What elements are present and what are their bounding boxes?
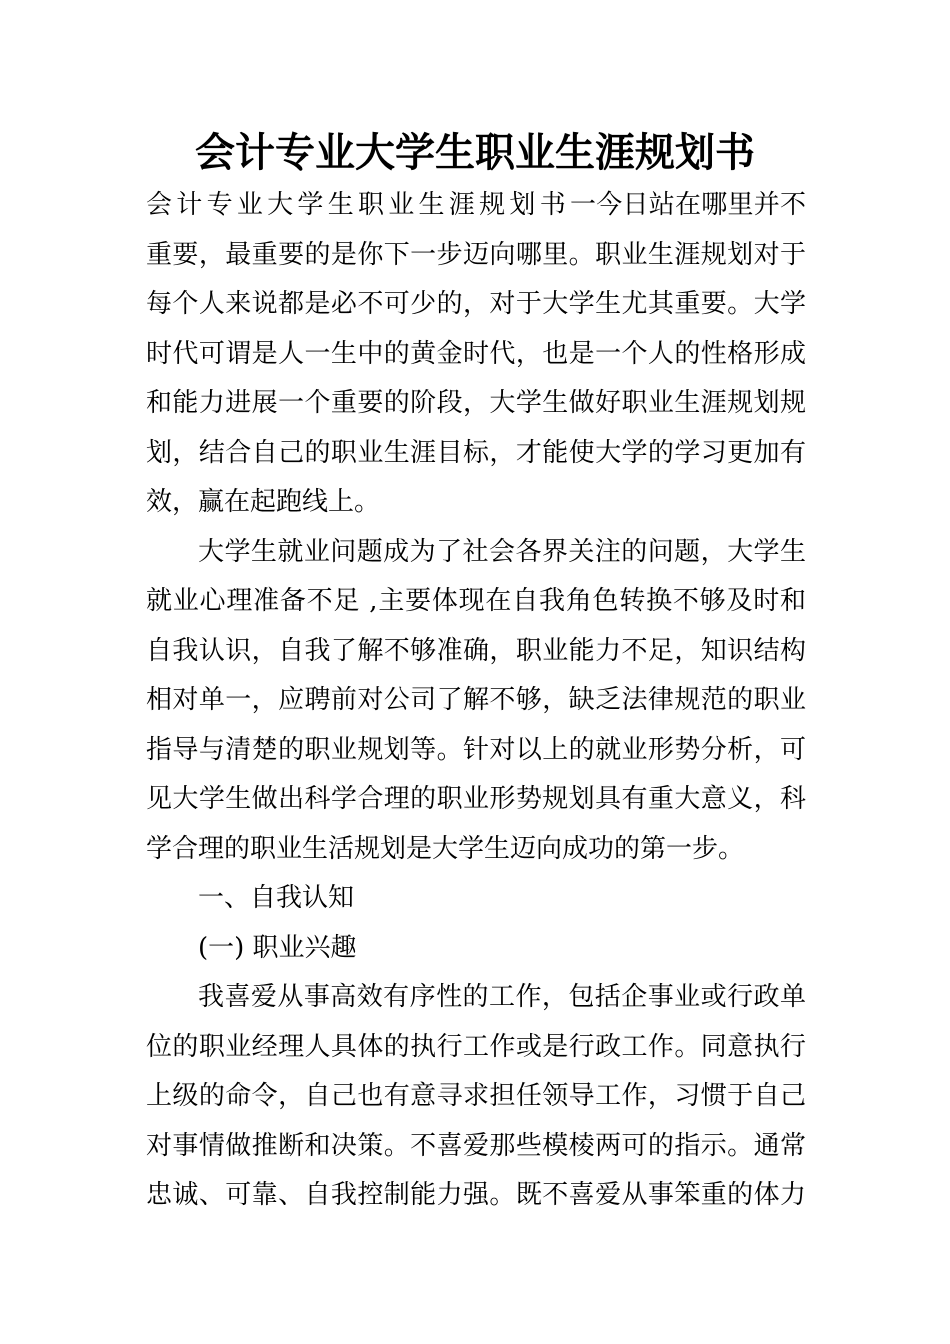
section-heading: 一、自我认知 <box>198 883 355 913</box>
text-line: 见大学生做出科学合理的职业形势规划具有重大意义，科 <box>146 784 806 814</box>
text-line: 上级的命令，自己也有意寻求担任领导工作，习惯于自己 <box>146 1081 806 1111</box>
text-line: 每个人来说都是必不可少的，对于大学生尤其重要。大学 <box>146 289 806 319</box>
text-line: 时代可谓是人一生中的黄金时代，也是一个人的性格形成 <box>146 338 806 369</box>
document-body <box>146 181 806 1221</box>
text-line: 划，结合自己的职业生涯目标，才能使大学的学习更加有 <box>146 437 806 468</box>
text-line-content: 今日站在哪里并不 <box>596 190 806 220</box>
text-line: 效，赢在起跑线上。 <box>146 487 381 517</box>
text-line: 和能力进展一个重要的阶段，大学生做好职业生涯规划规 <box>146 388 806 418</box>
subsection-heading: (一) 职业兴趣 <box>198 932 357 963</box>
text-line: 对事情做推断和决策。不喜爱那些模棱两可的指示。通常 <box>146 1130 806 1161</box>
text-line: 重要，最重要的是你下一步迈向哪里。职业生涯规划对于 <box>146 239 806 270</box>
intro-heading: 会计专业大学生职业生涯规划书一 <box>146 190 596 220</box>
text-line: 大学生就业问题成为了社会各界关注的问题，大学生 <box>198 536 806 567</box>
text-line: 自我认识，自我了解不够准确，职业能力不足，知识结构 <box>146 635 806 666</box>
document-title: 会计专业大学生职业生涯规划书 <box>195 129 755 176</box>
text-line: 相对单一，应聘前对公司了解不够，缺乏法律规范的职业 <box>146 685 806 715</box>
text-line: 指导与清楚的职业规划等。针对以上的就业形势分析，可 <box>146 734 806 765</box>
text-line <box>146 181 806 231</box>
text-line: 学合理的职业生活规划是大学生迈向成功的第一步。 <box>146 833 745 864</box>
text-line: 我喜爱从事高效有序性的工作，包括企事业或行政单 <box>198 982 806 1012</box>
text-line: 就业心理准备不足 ,主要体现在自我角色转换不够及时和 <box>146 586 806 616</box>
text-line: 忠诚、可靠、自我控制能力强。既不喜爱从事笨重的体力 <box>146 1180 806 1210</box>
text-line: 位的职业经理人具体的执行工作或是行政工作。同意执行 <box>146 1031 806 1062</box>
